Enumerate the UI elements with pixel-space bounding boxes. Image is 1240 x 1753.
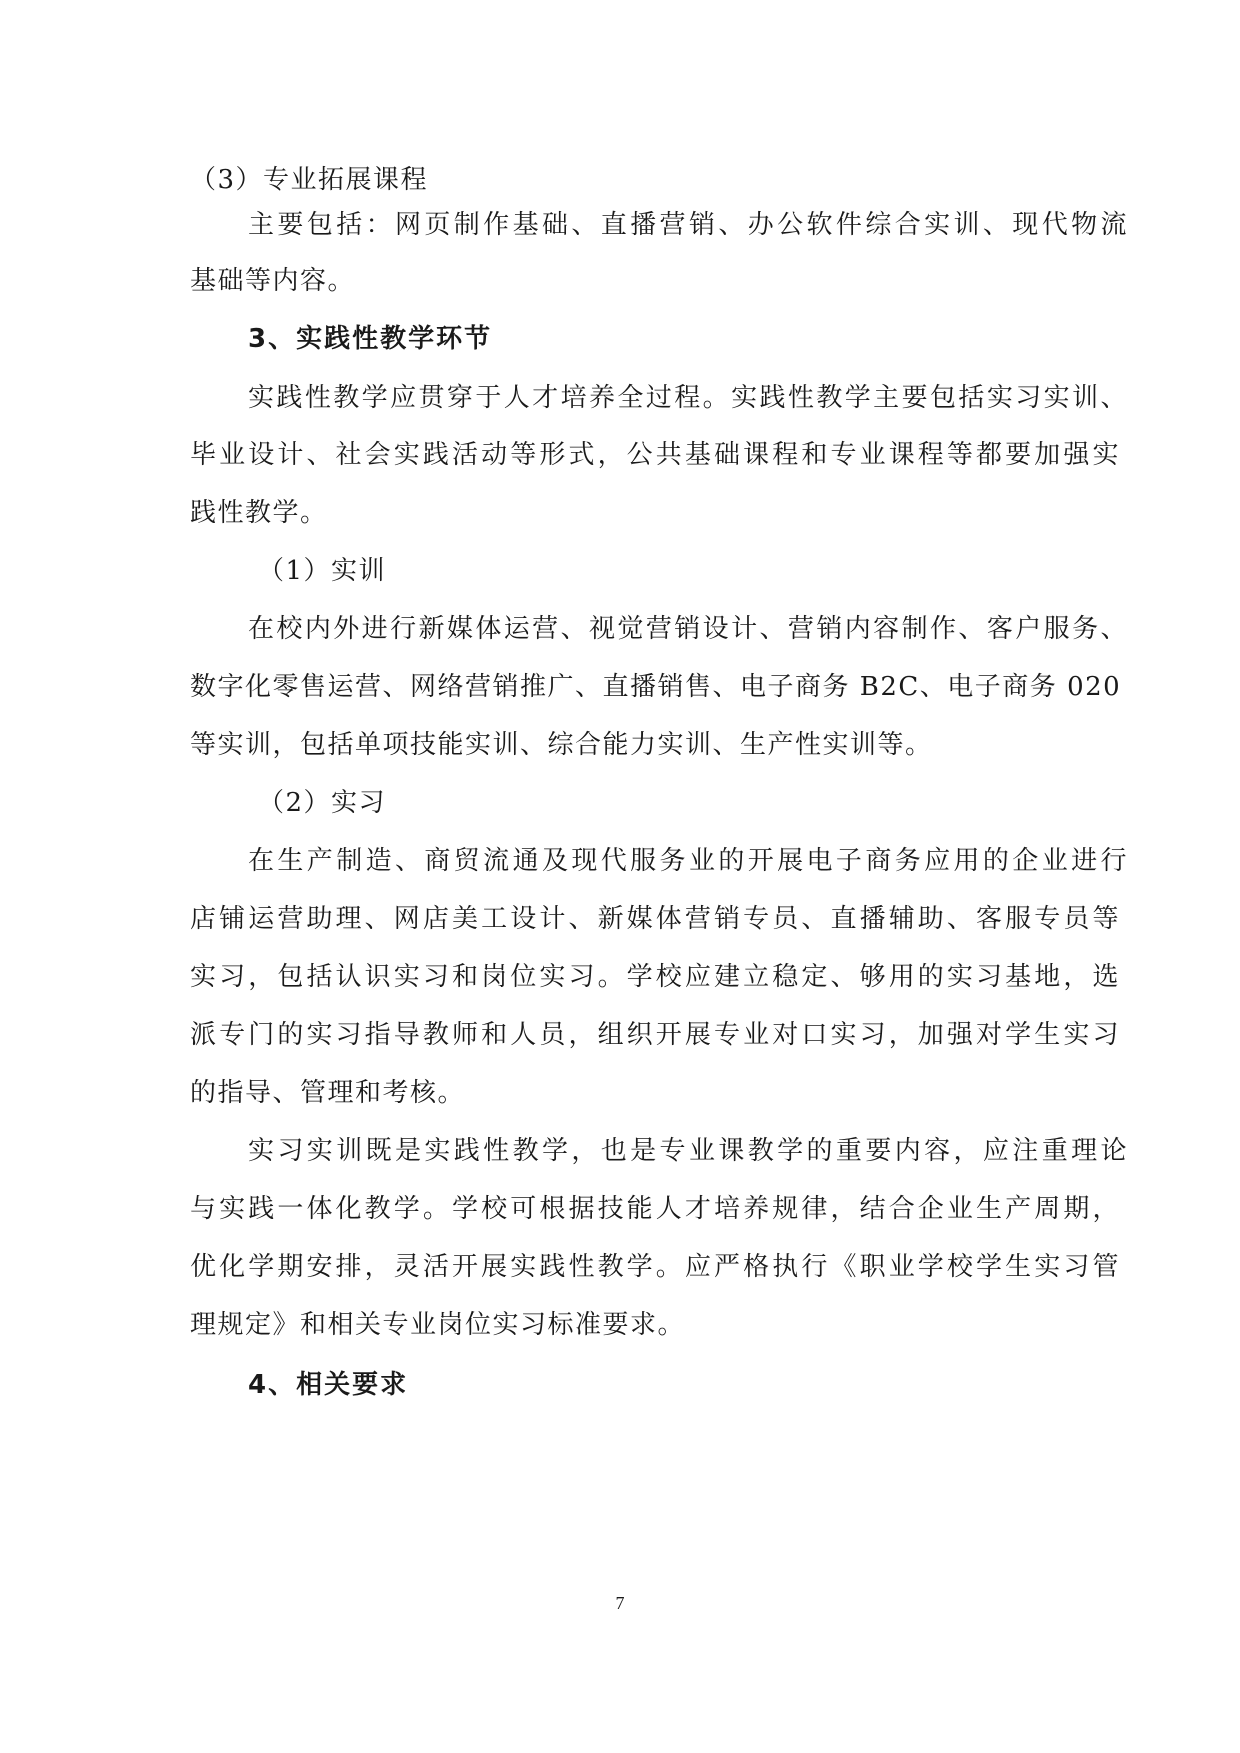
paragraph-line: 等实训，包括单项技能实训、综合能力实训、生产性实训等。	[190, 730, 933, 760]
paragraph-line: 与实践一体化教学。学校可根据技能人才培养规律，结合企业生产周期，	[190, 1194, 1120, 1224]
paragraph-line: 毕业设计、社会实践活动等形式，公共基础课程和专业课程等都要加强实	[190, 440, 1120, 470]
paragraph-line: 优化学期安排，灵活开展实践性教学。应严格执行《职业学校学生实习管	[190, 1252, 1120, 1282]
paragraph-line: 主要包括：网页制作基础、直播营销、办公软件综合实训、现代物流	[248, 210, 1128, 240]
paragraph-line: 在校内外进行新媒体运营、视觉营销设计、营销内容制作、客户服务、	[248, 614, 1128, 644]
paragraph-line: 在生产制造、商贸流通及现代服务业的开展电子商务应用的企业进行	[248, 846, 1128, 876]
paragraph-line: 实习，包括认识实习和岗位实习。学校应建立稳定、够用的实习基地，选	[190, 962, 1120, 992]
paragraph-line: 实习实训既是实践性教学，也是专业课教学的重要内容，应注重理论	[248, 1136, 1128, 1166]
paragraph-line: 基础等内容。	[190, 266, 356, 296]
page-number: 7	[615, 1593, 625, 1613]
paragraph-line: 的指导、管理和考核。	[190, 1078, 466, 1108]
paragraph-line: 派专门的实习指导教师和人员，组织开展专业对口实习，加强对学生实习	[190, 1020, 1120, 1050]
section-heading-practical-teaching: 3、实践性教学环节	[248, 324, 493, 354]
subsection-heading-internship: （2）实习	[258, 788, 387, 818]
section-heading-related-requirements: 4、相关要求	[248, 1370, 409, 1400]
paragraph-line: 实践性教学应贯穿于人才培养全过程。实践性教学主要包括实习实训、	[248, 383, 1128, 413]
subsection-heading-extension-courses: （3）专业拓展课程	[190, 165, 429, 195]
subsection-heading-training: （1）实训	[258, 556, 387, 586]
paragraph-line: 践性教学。	[190, 498, 328, 528]
paragraph-line: 店铺运营助理、网店美工设计、新媒体营销专员、直播辅助、客服专员等	[190, 904, 1120, 934]
paragraph-line: 理规定》和相关专业岗位实习标准要求。	[190, 1310, 686, 1340]
paragraph-line: 数字化零售运营、网络营销推广、直播销售、电子商务 B2C、电子商务 020	[190, 672, 1122, 702]
